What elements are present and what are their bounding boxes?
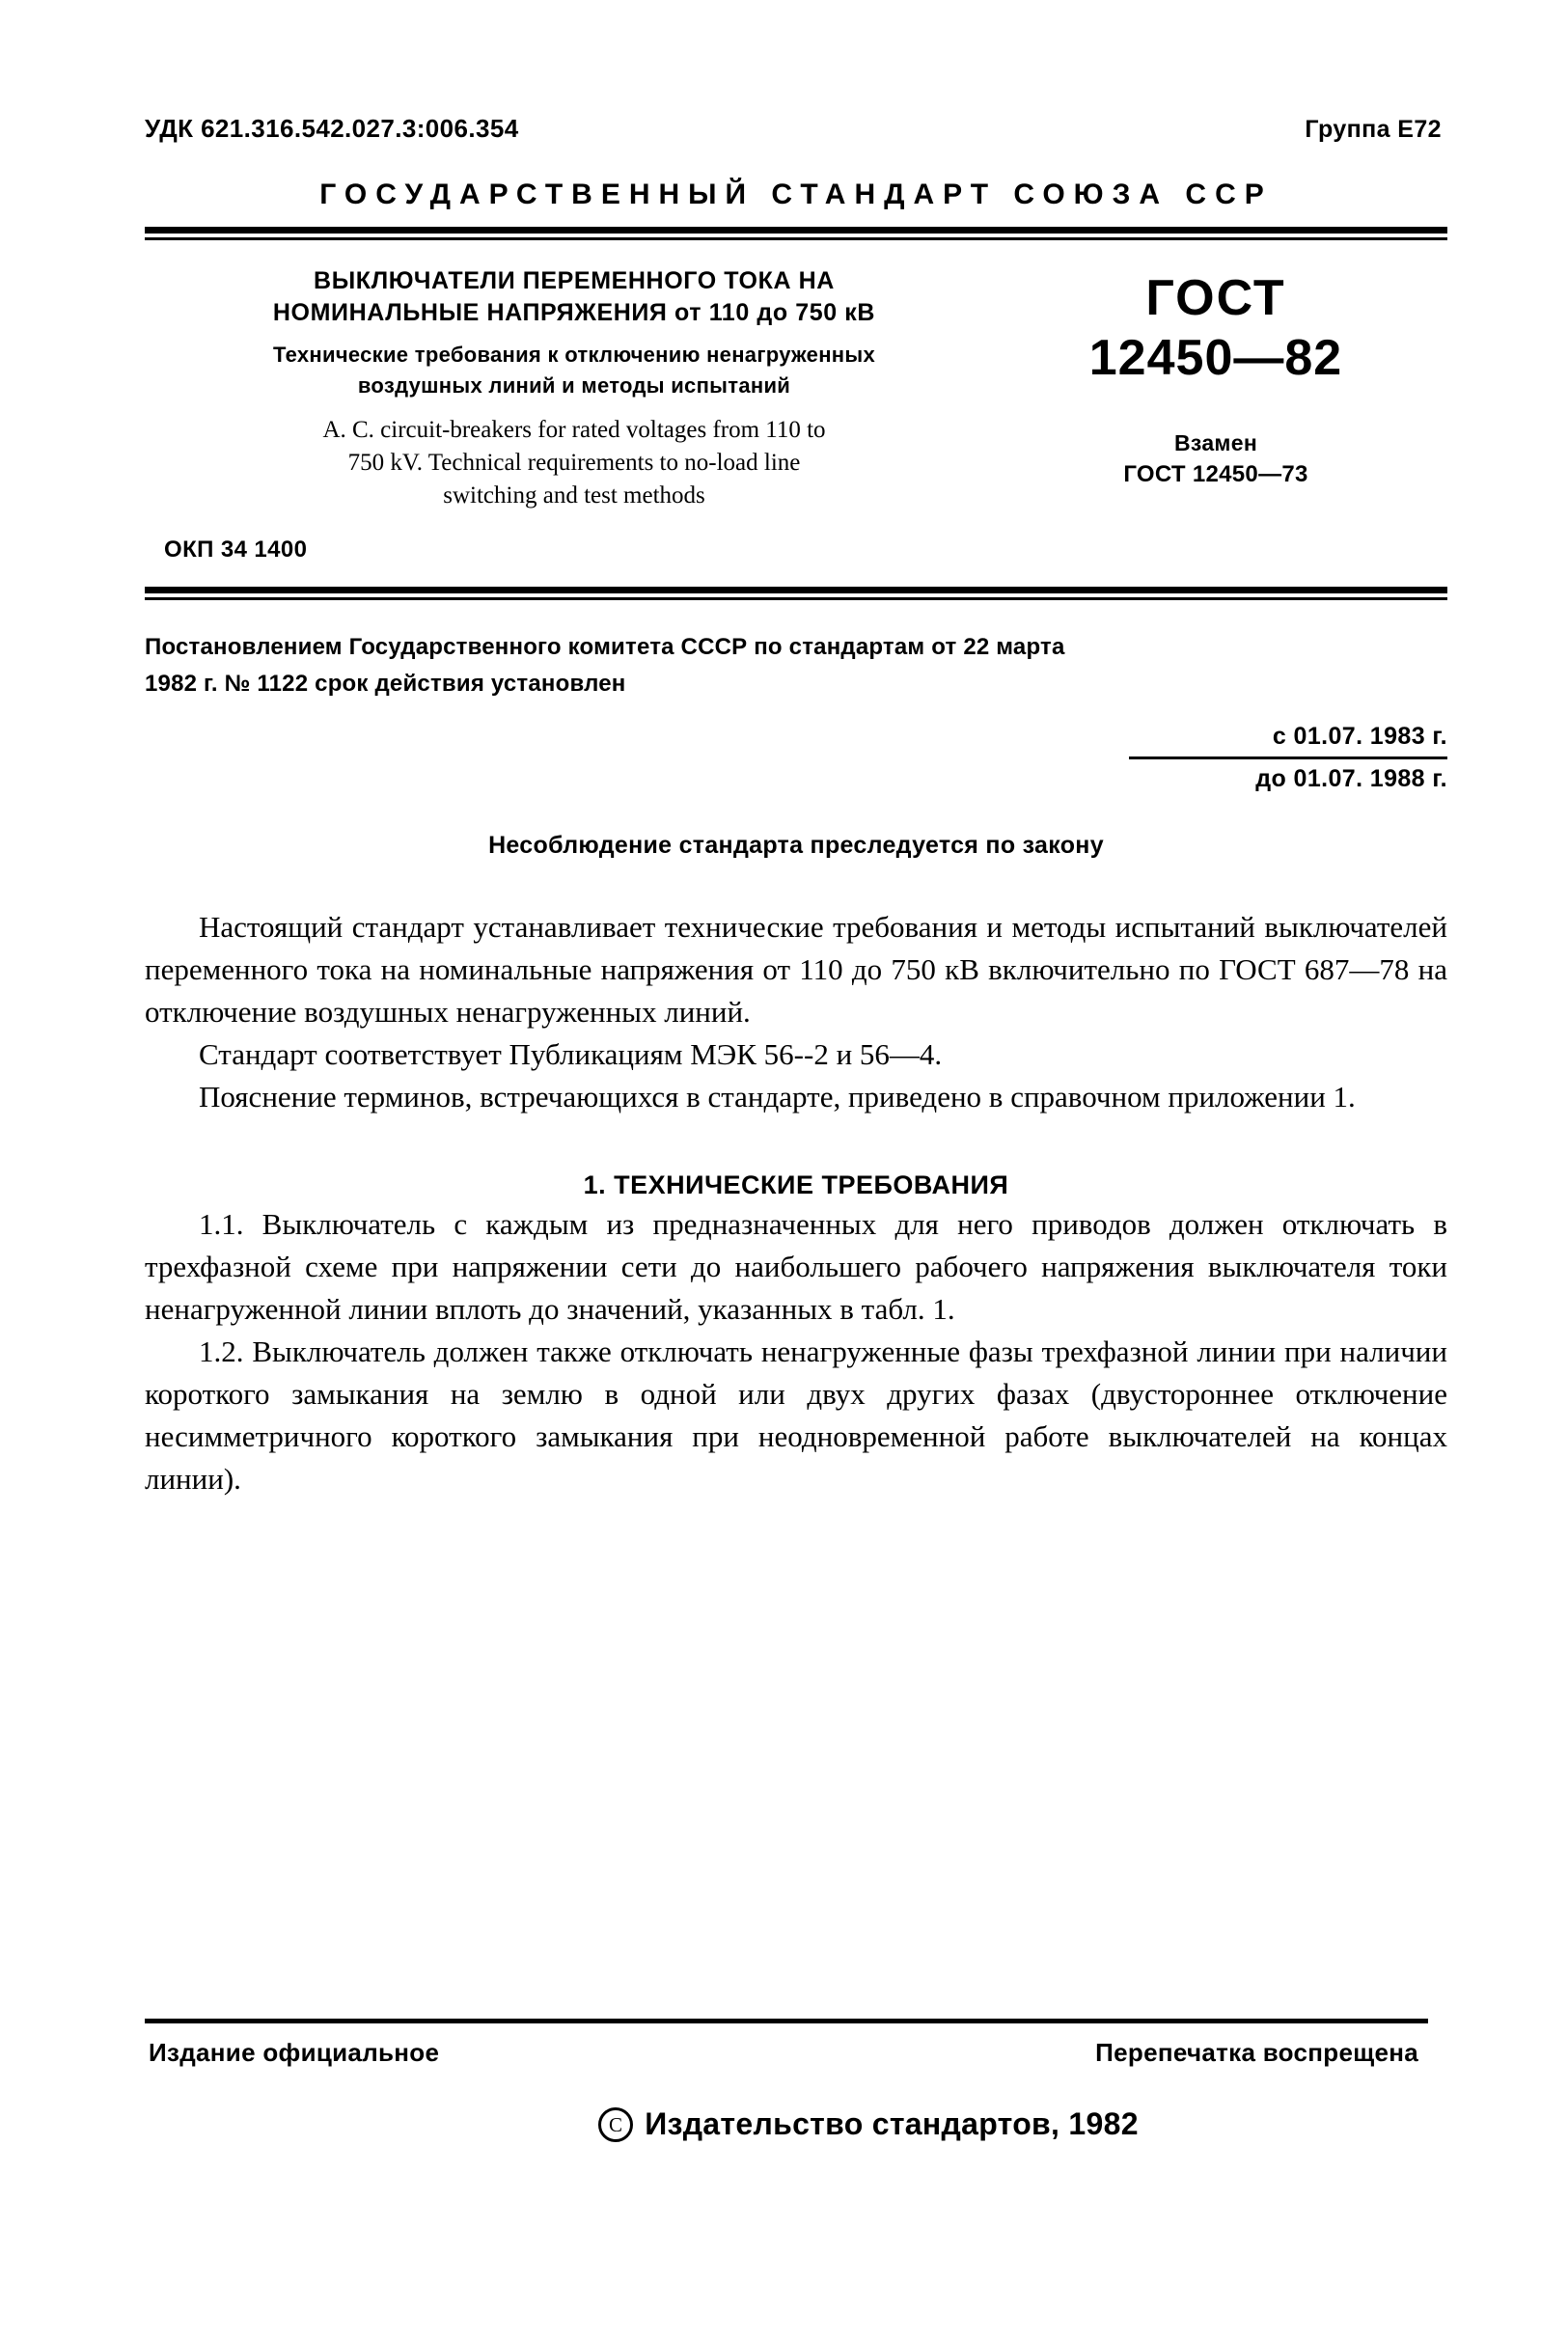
decision-line1: Постановлением Государственного комитета СССР по стандартам от 22 марта: [145, 634, 1065, 661]
header-line: [145, 114, 1447, 144]
intro-paragraph-1: Настоящий стандарт устанавливает технические требования и методы испытаний выключателей переменного тока на номинальные напряжения от 110 до 750 кВ включительно по ГОСТ 687—78 на отключение воздушных ненагруженных линий.: [145, 909, 1447, 1029]
title-sub-line2: воздушных линий и методы испытаний: [357, 372, 791, 398]
clause-1-2: 1.2. Выключатель должен также отключать ненагруженные фазы трехфазной линии при наличии короткого замыкания на землю в одной или двух других фазах (двустороннее отключение несимметричного короткого замыкания при неодновременной работе выключателей на концах линии).: [145, 1334, 1447, 1497]
title-main-line1: ВЫКЛЮЧАТЕЛИ ПЕРЕМЕННОГО ТОКА НА: [314, 267, 835, 294]
standard-banner: ГОСУДАРСТВЕННЫЙ СТАНДАРТ СОЮЗА ССР: [319, 179, 1273, 210]
replaces-label: Взамен: [1173, 429, 1258, 455]
title-main-line2: НОМИНАЛЬНЫЕ НАПРЯЖЕНИЯ от 110 до 750 кВ: [272, 299, 876, 326]
intro-paragraph-2: Стандарт соответствует Публикациям МЭК 56--2 и 56—4.: [199, 1036, 943, 1071]
body-text: [145, 906, 1447, 1501]
copyright-icon: C: [598, 2107, 633, 2142]
decision-block: [145, 629, 1447, 701]
publisher-line: [145, 2106, 1447, 2142]
title-right-column: [984, 265, 1447, 564]
valid-to: до 01.07. 1988 г.: [1255, 764, 1447, 792]
page-footer: [145, 2038, 1447, 2142]
gost-label: ГОСТ: [1145, 270, 1286, 326]
validity-dates: [145, 723, 1447, 797]
title-en-line2: 750 kV. Technical requirements to no-load line: [347, 450, 801, 477]
divider-thick-mid: [145, 587, 1447, 593]
valid-from: с 01.07. 1983 г.: [1272, 722, 1447, 750]
footer-edition: Издание официальное: [149, 2038, 440, 2067]
section-1-heading: 1. ТЕХНИЧЕСКИЕ ТРЕБОВАНИЯ: [583, 1169, 1009, 1199]
divider-thick-top: [145, 227, 1447, 234]
title-en-line3: switching and test methods: [443, 482, 705, 509]
replaces-value: ГОСТ 12450—73: [1123, 460, 1308, 487]
clause-1-1: 1.1. Выключатель с каждым из предназначенных для него приводов должен отключать в трехфазной схеме при напряжении сети до наибольшего рабочего напряжения выключателя токи ненагруженной линии вплоть до значений, указанных в табл. 1.: [145, 1207, 1447, 1327]
title-left-column: [145, 265, 984, 564]
dates-divider: [1129, 756, 1447, 759]
okp-code: ОКП 34 1400: [164, 536, 308, 564]
gost-number: 12450—82: [1088, 330, 1343, 387]
intro-paragraph-3: Пояснение терминов, встречающихся в стандарте, приведено в справочном приложении 1.: [199, 1079, 1356, 1114]
footer-divider: [145, 2019, 1428, 2023]
title-en-line1: A. C. circuit-breakers for rated voltages from 110 to: [322, 417, 826, 444]
title-sub-line1: Технические требования к отключению ненагруженных: [272, 343, 875, 367]
page-content: [145, 0, 1447, 1500]
footer-row: [145, 2038, 1447, 2068]
group-code: Группа Е72: [1305, 116, 1442, 143]
udk-code: УДК 621.316.542.027.3:006.354: [145, 114, 519, 143]
title-block: [145, 265, 1447, 564]
law-warning: Несоблюдение стандарта преследуется по закону: [488, 831, 1104, 859]
decision-line2: 1982 г. № 1122 срок действия установлен: [145, 670, 626, 697]
divider-thin-mid: [145, 597, 1447, 600]
footer-reprint-notice: Перепечатка воспрещена: [1095, 2038, 1418, 2067]
divider-thin-top: [145, 237, 1447, 240]
publisher-text: Издательство стандартов, 1982: [645, 2106, 1139, 2141]
